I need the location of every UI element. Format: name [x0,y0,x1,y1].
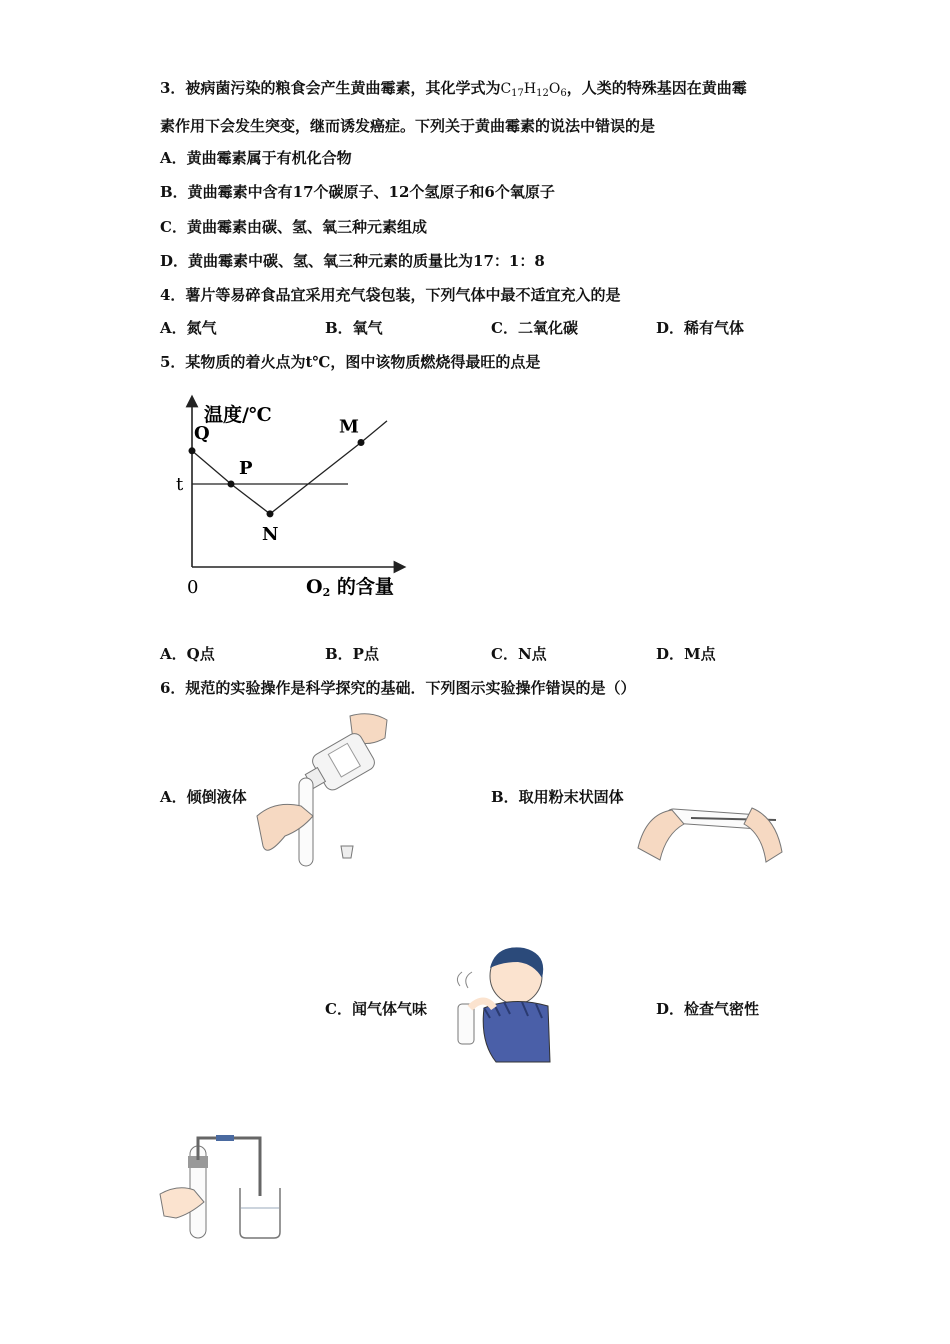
q3-formula: $C_{17}H_{12}O_6$ [500,81,567,99]
q6-stem: 6．规范的实验操作是科学探究的基础．下列图示实验操作错误的是（） [160,679,636,697]
q5-option-b: B．P点 [325,645,379,663]
q3-line1-post: ，人类的特殊基因在黄曲霉 [566,79,747,97]
q6-option-c: C．闻气体气味 [325,1000,427,1018]
y-axis-label: 温度/℃ [204,404,272,426]
x-axis-label: O2 的含量 [306,576,394,599]
point-label-p: P [239,458,253,479]
point-q [189,447,196,454]
smell-gas-illustration [444,946,554,1064]
o2-temperature-chart [160,395,420,610]
point-p [228,481,235,488]
origin-label: 0 [187,577,199,598]
q3-option-d: D．黄曲霉素中碳、氢、氧三种元素的质量比为17：1：8 [160,252,545,270]
q6-option-a: A．倾倒液体 [160,788,247,806]
q4-option-c: C．二氧化碳 [491,319,578,337]
q4-option-b: B．氧气 [325,319,383,337]
q3-line1 [160,79,747,103]
q5-option-d: D．M点 [656,645,716,663]
q4-stem: 4．薯片等易碎食品宜采用充气袋包装，下列气体中最不适宜充入的是 [160,286,621,304]
q3-option-c: C．黄曲霉素由碳、氢、氧三种元素组成 [160,218,427,236]
point-m [358,439,365,446]
q3-option-b: B．黄曲霉素中含有17个碳原子、12个氢原子和6个氧原子 [160,183,555,201]
point-label-m: M [339,416,359,438]
q6-option-b: B．取用粉末状固体 [491,788,624,806]
q6-option-d: D．检查气密性 [656,1000,760,1018]
powder-solid-illustration [636,790,786,865]
point-label-q: Q [194,422,210,444]
pour-liquid-illustration [255,708,405,868]
q4-option-a: A．氮气 [160,319,217,337]
threshold-label: t [176,474,184,495]
q3-line2: 素作用下会发生突变，继而诱发癌症。下列关于黄曲霉素的说法中错误的是 [160,117,656,135]
q5-option-a: A．Q点 [160,645,215,663]
q4-option-d: D．稀有气体 [656,319,745,337]
q5-option-c: C．N点 [491,645,547,663]
q3-option-a: A．黄曲霉素属于有机化合物 [160,149,352,167]
check-airtightness-illustration [160,1132,300,1240]
point-label-n: N [262,523,279,545]
point-n [267,510,274,517]
q5-stem: 5．某物质的着火点为t℃，图中该物质燃烧得最旺的点是 [160,353,541,371]
q3-line1-pre: 3．被病菌污染的粮食会产生黄曲霉素，其化学式为 [160,79,501,97]
